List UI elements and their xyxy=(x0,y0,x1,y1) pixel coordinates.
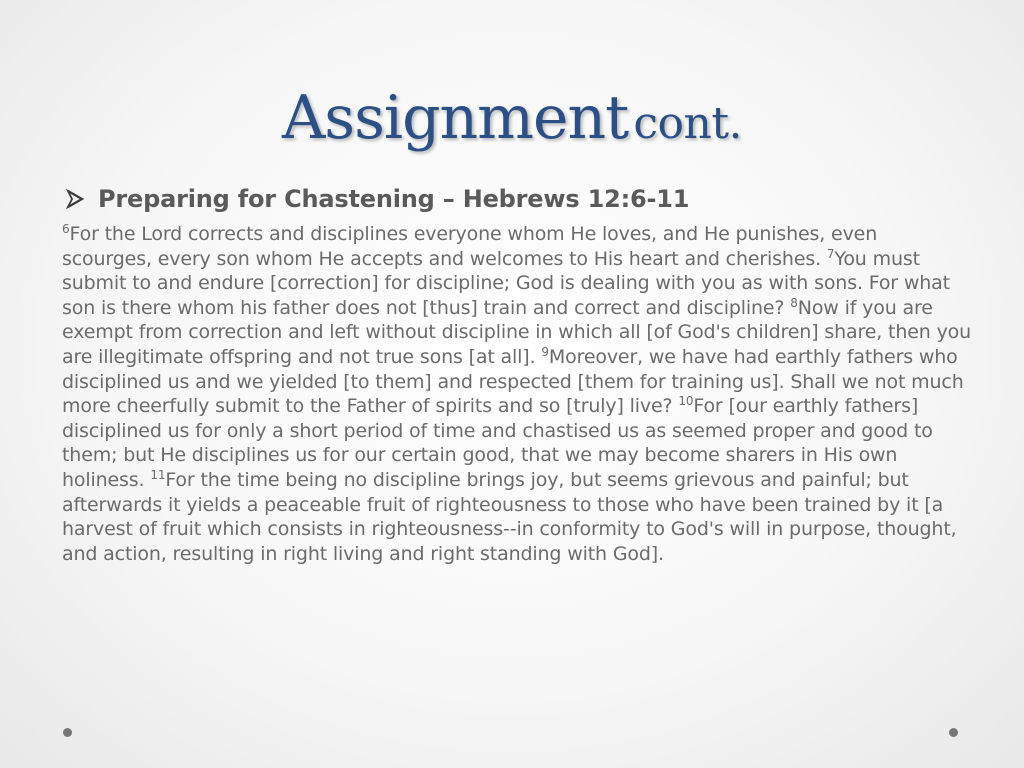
arrow-bullet-icon xyxy=(64,188,86,210)
verse-text: For the Lord corrects and disciplines everyone whom He loves, and He punishes, even scourges, every son whom He accepts and welcomes to His heart and cherishes. xyxy=(62,223,878,270)
slide-title xyxy=(0,83,1024,153)
title-main: Assignment xyxy=(281,83,629,153)
verse-text: You must submit to and endure [correction] for discipline; God is dealing with you as with sons. For what son is there whom his father does not [thus] train and correct and discipline? xyxy=(62,247,950,319)
verse-text: Now if you are exempt from correction and left without discipline in which all [of God's children] share, then you are illegitimate offspring and not true sons [at all]. xyxy=(62,296,972,368)
scripture-passage xyxy=(62,222,972,566)
verse-number: 8 xyxy=(790,295,798,310)
verse-text: Moreover, we have had earthly fathers who disciplined us and we yielded [to them] and respected [them for training us]. Shall we not much more cheerfully submit to the Father of spirits and so [truly] live? xyxy=(62,345,964,418)
bullet-heading: Preparing for Chastening – Hebrews 12:6-11 xyxy=(98,185,690,213)
verse-number: 6 xyxy=(62,222,70,236)
verse-number: 10 xyxy=(678,394,694,409)
decorative-dot-left xyxy=(63,728,72,737)
verse-number: 7 xyxy=(826,246,835,261)
decorative-dot-right xyxy=(949,728,958,737)
verse-text: For [our earthly fathers] disciplined us for only a short period of time and chastised us as seemed proper and good to them; but He disciplines us for our certain good, that we may become sharers in His own holiness. xyxy=(62,395,933,491)
bullet-item xyxy=(64,182,964,216)
verse-number: 11 xyxy=(150,467,166,482)
verse-text: For the time being no discipline brings joy, but seems grievous and painful; but afterwards it yields a peaceable fruit of righteousness to those who have been trained by it [a harvest of fruit which consists in righteousness--in conformity to God's will in purpose, thought, and action, resulting in right living and right standing with God]. xyxy=(62,468,957,565)
title-suffix: cont. xyxy=(633,98,743,149)
verse-number: 9 xyxy=(541,344,549,359)
